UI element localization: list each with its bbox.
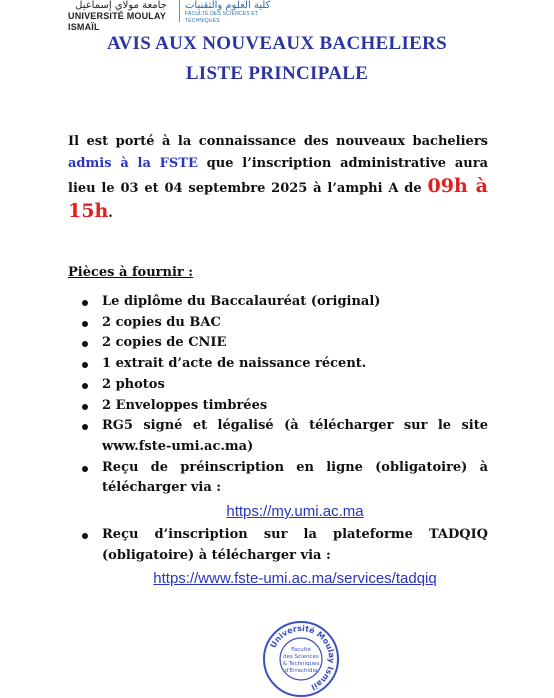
bullet-icon	[82, 404, 88, 410]
intro-text-1: Il est porté à la connaissance des nouveaux bacheliers	[68, 134, 488, 149]
list-item-text: 2 copies de CNIE	[102, 335, 227, 351]
list-item	[68, 313, 488, 334]
intro-text-2: que l’inscription administrative aura lieu le 03 et 04 septembre 2025 à l’amphi A de	[68, 156, 489, 196]
faculty-logo-arabic: كلية العلوم والتقنيات	[185, 0, 271, 11]
faculty-logo	[185, 0, 275, 22]
list-item	[68, 333, 488, 354]
list-item	[68, 458, 488, 525]
intro-paragraph	[68, 131, 488, 225]
tadqiq-link[interactable]: https://www.fste-umi.ac.ma/services/tadqiq	[153, 570, 437, 588]
list-item-text: 2 Enveloppes timbrées	[102, 397, 268, 413]
faculty-logo-french: FACULTÉ DES SCIENCES ET TECHNIQUES	[185, 11, 259, 24]
stamp-line-4: d'Errachidia	[284, 668, 318, 674]
intro-time: 09h à 15h	[68, 175, 488, 222]
pieces-title: Pièces à fournir :	[68, 265, 194, 280]
stamp-line-3: & Techniques	[282, 661, 320, 667]
list-item	[68, 525, 488, 592]
intro-highlight-admitted: admis à la FSTE	[68, 156, 198, 171]
bullet-icon	[82, 300, 88, 306]
list-item-text: Le diplôme du Baccalauréat (original)	[102, 294, 381, 309]
university-logo-french: UNIVERSITÉ MOULAY ISMAÏL	[68, 11, 166, 32]
notice-title: AVIS AUX NOUVEAUX BACHELIERS	[106, 33, 448, 54]
intro-text-3: .	[108, 206, 113, 221]
list-item	[68, 396, 488, 417]
bullet-icon	[82, 321, 88, 327]
preinscription-link[interactable]: https://my.umi.ac.ma	[226, 503, 364, 521]
stamp-line-1: Faculté	[291, 647, 311, 653]
bullet-icon	[82, 466, 88, 472]
list-item	[68, 292, 488, 313]
stamp-ring-text: Université Moulay Ismaïl	[268, 623, 337, 692]
bullet-icon	[82, 341, 88, 347]
bullet-icon	[82, 383, 88, 389]
list-item	[68, 375, 488, 396]
list-item	[68, 354, 488, 375]
logo-divider	[179, 0, 180, 22]
list-item-text: 2 copies du BAC	[102, 314, 221, 330]
list-item-text: RG5 signé et légalisé (à télécharger sur le site www.fste-umi.ac.ma)	[102, 418, 488, 454]
pieces-list	[68, 292, 488, 592]
list-item	[68, 416, 488, 457]
university-logo-arabic: جامعة مولاي إسماعيل	[75, 0, 167, 11]
bullet-icon	[82, 533, 88, 539]
list-item-text: 1 extrait d’acte de naissance récent.	[102, 356, 367, 372]
faculty-stamp	[262, 620, 340, 698]
notice-subtitle: LISTE PRINCIPALE	[185, 63, 369, 84]
list-item-text: 2 photos	[102, 376, 165, 392]
stamp-line-2: des Sciences	[283, 654, 319, 660]
list-item-text: Reçu de préinscription en ligne (obligatoire) à télécharger via :	[102, 459, 488, 496]
university-logo	[68, 0, 174, 32]
bullet-icon	[82, 362, 88, 368]
bullet-icon	[82, 424, 88, 430]
list-item-text: Reçu d’inscription sur la plateforme TADQIQ (obligatoire) à télécharger via :	[102, 527, 488, 563]
